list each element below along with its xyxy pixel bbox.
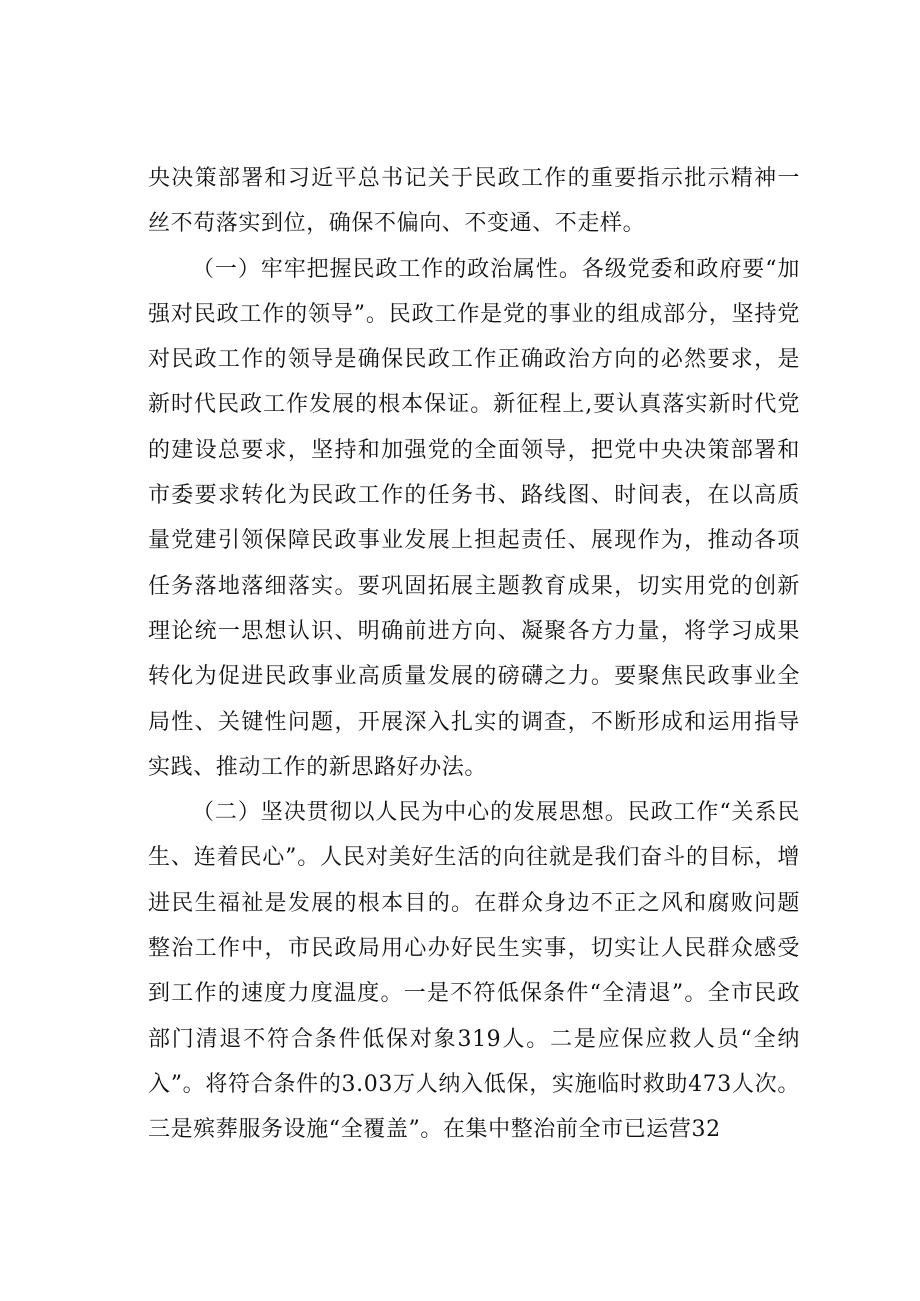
document-body: [148, 156, 800, 1153]
paragraph-section-1: （一）牢牢把握民政工作的政治属性。各级党委和政府要“加强对民政工作的领导”。民政工作是党的事业的组成部分，坚持党对民政工作的领导是确保民政工作正确政治方向的必然要求，是新时代民政工作发展的根本保证。新征程上,要认真落实新时代党的建设总要求，坚持和加强党的全面领导，把党中央决策部署和市委要求转化为民政工作的任务书、路线图、时间表，在以高质量党建引领保障民政事业发展上担起责任、展现作为，推动各项任务落地落细落实。要巩固拓展主题教育成果，切实用党的创新理论统一思想认识、明确前进方向、凝聚各方力量，将学习成果转化为促进民政事业高质量发展的磅礴之力。要聚焦民政事业全局性、关键性问题，开展深入扎实的调查，不断形成和运用指导实践、推动工作的新思路好办法。: [148, 256, 800, 780]
paragraph-continuation: 央决策部署和习近平总书记关于民政工作的重要指示批示精神一丝不苟落实到位，确保不偏向、不变通、不走样。: [148, 166, 800, 237]
paragraph-section-2: （二）坚决贯彻以人民为中心的发展思想。民政工作“关系民生、连着民心”。人民对美好生活的向往就是我们奋斗的目标，增进民生福祉是发展的根本目的。在群众身边不正之风和腐败问题整治工作中，市民政局用心办好民生实事，切实让人民群众感受到工作的速度力度温度。一是不符低保条件“全清退”。全市民政部门清退不符合条件低保对象319人。二是应保应救人员“全纳入”。将符合条件的3.03万人纳入低保，实施临时救助473人次。三是殡葬服务设施“全覆盖”。在集中整治前全市已运营32: [148, 800, 800, 1143]
